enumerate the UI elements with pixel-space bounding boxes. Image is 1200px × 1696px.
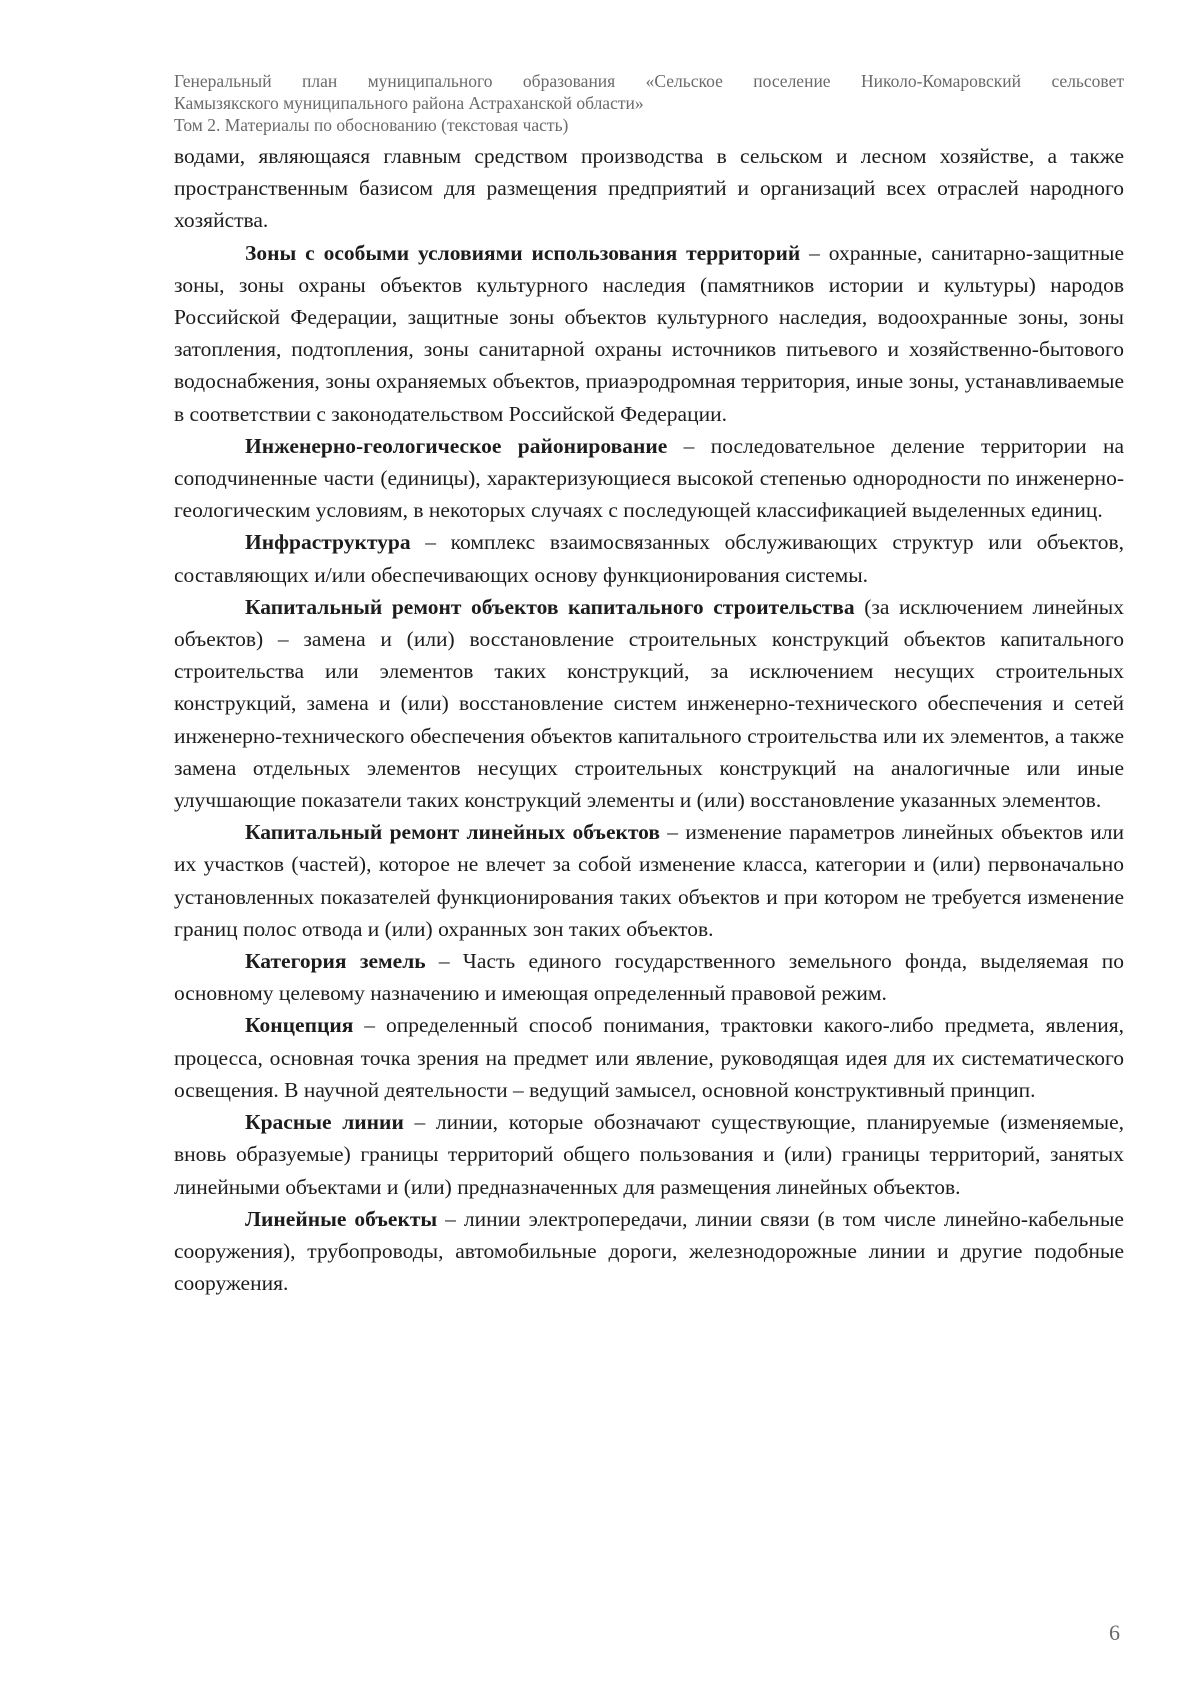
definition-paragraph — [174, 1203, 1124, 1300]
definition-paragraph — [174, 430, 1124, 527]
definition-paragraph — [174, 945, 1124, 1009]
definition-term: Инфраструктура — [245, 530, 411, 555]
definition-term: Зоны с особыми условиями использования территорий — [245, 240, 801, 265]
definition-text: – Часть единого государственного земельного фонда, выделяемая по основному целевому назначению и имеющая определенный правовой режим. — [174, 949, 1124, 1006]
body-text — [174, 140, 1124, 1299]
definition-paragraph — [174, 816, 1124, 945]
header-line-1: Генеральный план муниципального образования «Сельское поселение Николо-Комаровский сельсовет — [174, 71, 1124, 91]
definition-paragraph — [174, 237, 1124, 430]
intro-paragraph: водами, являющаяся главным средством производства в сельском и лесном хозяйстве, а также пространственным базисом для размещения предприятий и организаций всех отраслей народного хозяйства. — [174, 144, 1124, 233]
definition-term: Инженерно-геологическое районирование — [245, 433, 668, 458]
definition-text: – определенный способ понимания, трактовки какого-либо предмета, явления, процесса, основная точка зрения на предмет или явление, руководящая идея для их систематического освещения. В научной деятельности – ведущий замысел, основной конструктивный принцип. — [174, 1013, 1124, 1102]
running-header — [174, 70, 1124, 136]
page-number: 6 — [1109, 1620, 1120, 1645]
definition-text: – комплекс взаимосвязанных обслуживающих структур или объектов, составляющих и/или обеспечивающих основу функционирования системы. — [174, 530, 1124, 587]
definition-text: – охранные, санитарно-защитные зоны, зоны охраны объектов культурного наследия (памятников истории и культуры) народов Российской Федерации, защитные зоны объектов культурного наследия, водоохранные зоны, зоны затопления, подтопления, зоны санитарной охраны источников питьевого и хозяйственно-бытового водоснабжения, зоны охраняемых объектов, приаэродромная территория, иные зоны, устанавливаемые в соответствии с законодательством Российской Федерации. — [174, 240, 1124, 426]
definition-paragraph — [174, 526, 1124, 590]
definition-text: (за исключением линейных объектов) – замена и (или) восстановление строительных конструкций объектов капитального строительства или элементов таких конструкций, за исключением несущих строительных конструкций, замена и (или) восстановление систем инженерно-технического обеспечения и сетей инженерно-технического обеспечения объектов капитального строительства или их элементов, а также замена отдельных элементов несущих строительных конструкций на аналогичные или иные улучшающие показатели таких конструкций элементы и (или) восстановление указанных элементов. — [174, 594, 1124, 813]
definition-term: Капитальный ремонт линейных объектов — [245, 820, 660, 845]
definition-term: Капитальный ремонт объектов капитального строительства — [245, 594, 855, 619]
definition-term: Красные линии — [245, 1110, 404, 1135]
definition-term: Концепция — [245, 1013, 354, 1038]
header-line-2: Камызякского муниципального района Астраханской области» — [174, 93, 644, 113]
definition-paragraph — [174, 1106, 1124, 1203]
definition-term: Линейные объекты — [245, 1206, 438, 1231]
definition-paragraph — [174, 591, 1124, 816]
definition-text: – изменение параметров линейных объектов или их участков (частей), которое не влечет за собой изменение класса, категории и (или) первоначально установленных показателей функционирования таких объектов и при котором не требуется изменение границ полос отвода и (или) охранных зон таких объектов. — [174, 820, 1125, 941]
header-line-3: Том 2. Материалы по обоснованию (текстовая часть) — [174, 115, 569, 135]
definition-text: – линии электропередачи, линии связи (в том числе линейно-кабельные сооружения), трубопроводы, автомобильные дороги, железнодорожные линии и другие подобные сооружения. — [174, 1206, 1124, 1296]
definition-text: – линии, которые обозначают существующие, планируемые (изменяемые, вновь образуемые) границы территорий общего пользования и (или) границы территорий, занятых линейными объектами и (или) предназначенных для размещения линейных объектов. — [174, 1110, 1124, 1199]
definition-term: Категория земель — [245, 949, 426, 974]
definition-text: – последовательное деление территории на соподчиненные части (единицы), характеризующиеся высокой степенью однородности по инженерно-геологическим условиям, в некоторых случаях с последующей классификацией выделенных единиц. — [174, 433, 1124, 523]
definition-paragraph — [174, 1009, 1124, 1106]
